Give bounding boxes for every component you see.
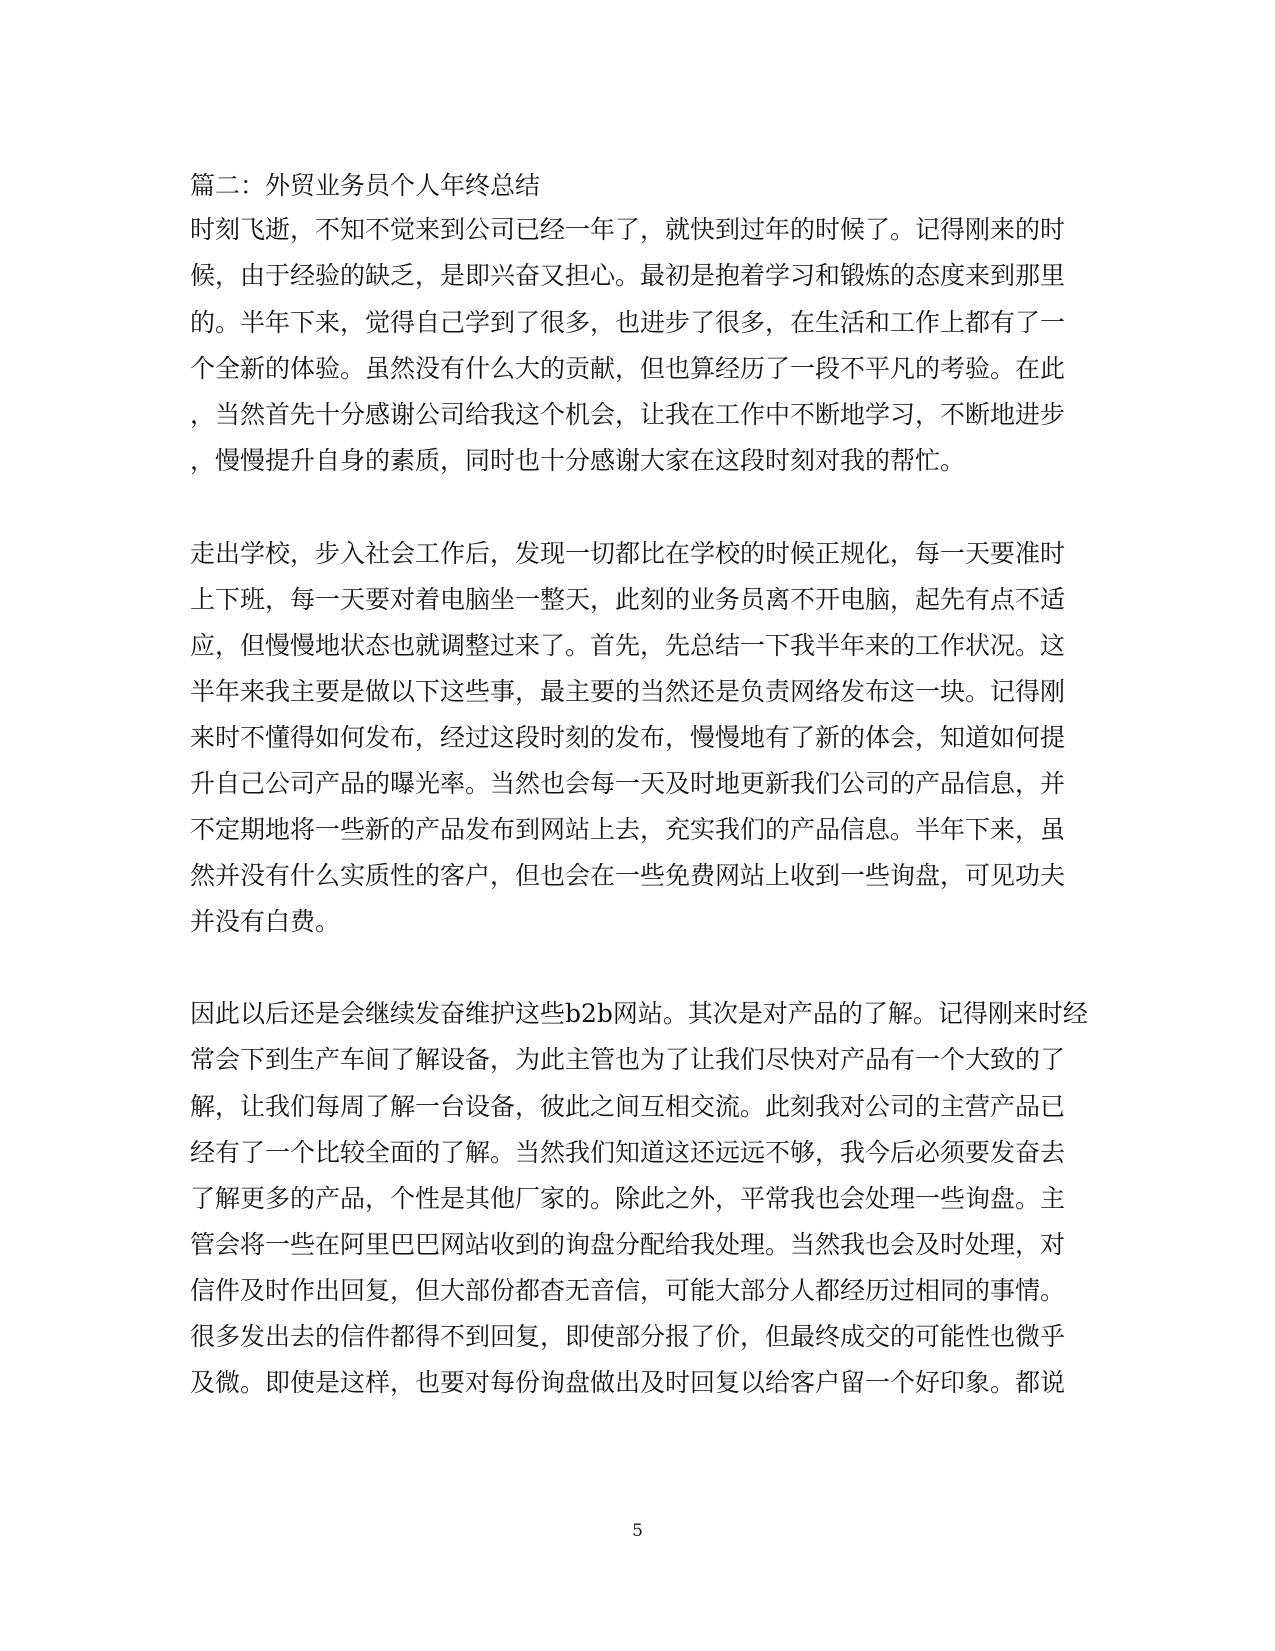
paragraph-2-line-7: 不定期地将一些新的产品发布到网站上去，充实我们的产品信息。半年下来，虽 bbox=[190, 815, 1066, 844]
paragraph-1-line-6: ，慢慢提升自身的素质，同时也十分感谢大家在这段时刻对我的帮忙。 bbox=[190, 446, 966, 475]
paragraph-2-line-8: 然并没有什么实质性的客户，但也会在一些免费网站上收到一些询盘，可见功夫 bbox=[190, 861, 1066, 890]
paragraph-1-line-3: 的。半年下来，觉得自己学到了很多，也进步了很多，在生活和工作上都有了一 bbox=[190, 308, 1066, 337]
paragraph-3-line-2: 常会下到生产车间了解设备，为此主管也为了让我们尽快对产品有一个大致的了 bbox=[190, 1045, 1066, 1074]
paragraph-2-line-4: 半年来我主要是做以下这些事，最主要的当然还是负责网络发布这一块。记得刚 bbox=[190, 677, 1066, 706]
paragraph-2-line-1: 走出学校，步入社会工作后，发现一切都比在学校的时候正规化，每一天要准时 bbox=[190, 539, 1066, 568]
paragraph-3-line-7: 信件及时作出回复，但大部份都杳无音信，可能大部分人都经历过相同的事情。 bbox=[190, 1276, 1066, 1305]
paragraph-1-line-2: 候，由于经验的缺乏，是即兴奋又担心。最初是抱着学习和锻炼的态度来到那里 bbox=[190, 261, 1066, 290]
paragraph-3-line-5: 了解更多的产品，个性是其他厂家的。除此之外，平常我也会处理一些询盘。主 bbox=[190, 1184, 1066, 1213]
page-number: 5 bbox=[632, 1521, 643, 1541]
paragraph-3-line-9: 及微。即使是这样，也要对每份询盘做出及时回复以给客户留一个好印象。都说 bbox=[190, 1368, 1066, 1397]
paragraph-3-line-8: 很多发出去的信件都得不到回复，即使部分报了价，但最终成交的可能性也微乎 bbox=[190, 1322, 1066, 1351]
paragraph-1-line-4: 个全新的体验。虽然没有什么大的贡献，但也算经历了一段不平凡的考验。在此 bbox=[190, 354, 1066, 383]
paragraph-2-line-9: 并没有白费。 bbox=[190, 907, 341, 936]
paragraph-3-line-4: 经有了一个比较全面的了解。当然我们知道这还远远不够，我今后必须要发奋去 bbox=[190, 1138, 1066, 1167]
section-heading: 篇二：外贸业务员个人年终总结 bbox=[190, 171, 541, 200]
paragraph-3-line-3: 解，让我们每周了解一台设备，彼此之间互相交流。此刻我对公司的主营产品已 bbox=[190, 1092, 1066, 1121]
paragraph-2-line-5: 来时不懂得如何发布，经过这段时刻的发布，慢慢地有了新的体会，知道如何提 bbox=[190, 723, 1066, 752]
paragraph-3-line-6: 管会将一些在阿里巴巴网站收到的询盘分配给我处理。当然我也会及时处理，对 bbox=[190, 1230, 1066, 1259]
paragraph-2-line-2: 上下班，每一天要对着电脑坐一整天，此刻的业务员离不开电脑，起先有点不适 bbox=[190, 585, 1066, 614]
paragraph-2-line-6: 升自己公司产品的曝光率。当然也会每一天及时地更新我们公司的产品信息，并 bbox=[190, 769, 1066, 798]
paragraph-1-line-5: ，当然首先十分感谢公司给我这个机会，让我在工作中不断地学习，不断地进步 bbox=[190, 400, 1066, 429]
paragraph-1-line-1: 时刻飞逝，不知不觉来到公司已经一年了，就快到过年的时候了。记得刚来的时 bbox=[190, 215, 1066, 244]
paragraph-2-line-3: 应，但慢慢地状态也就调整过来了。首先，先总结一下我半年来的工作状况。这 bbox=[190, 631, 1066, 660]
paragraph-3-line-1: 因此以后还是会继续发奋维护这些b2b网站。其次是对产品的了解。记得刚来时经 bbox=[190, 999, 1088, 1028]
